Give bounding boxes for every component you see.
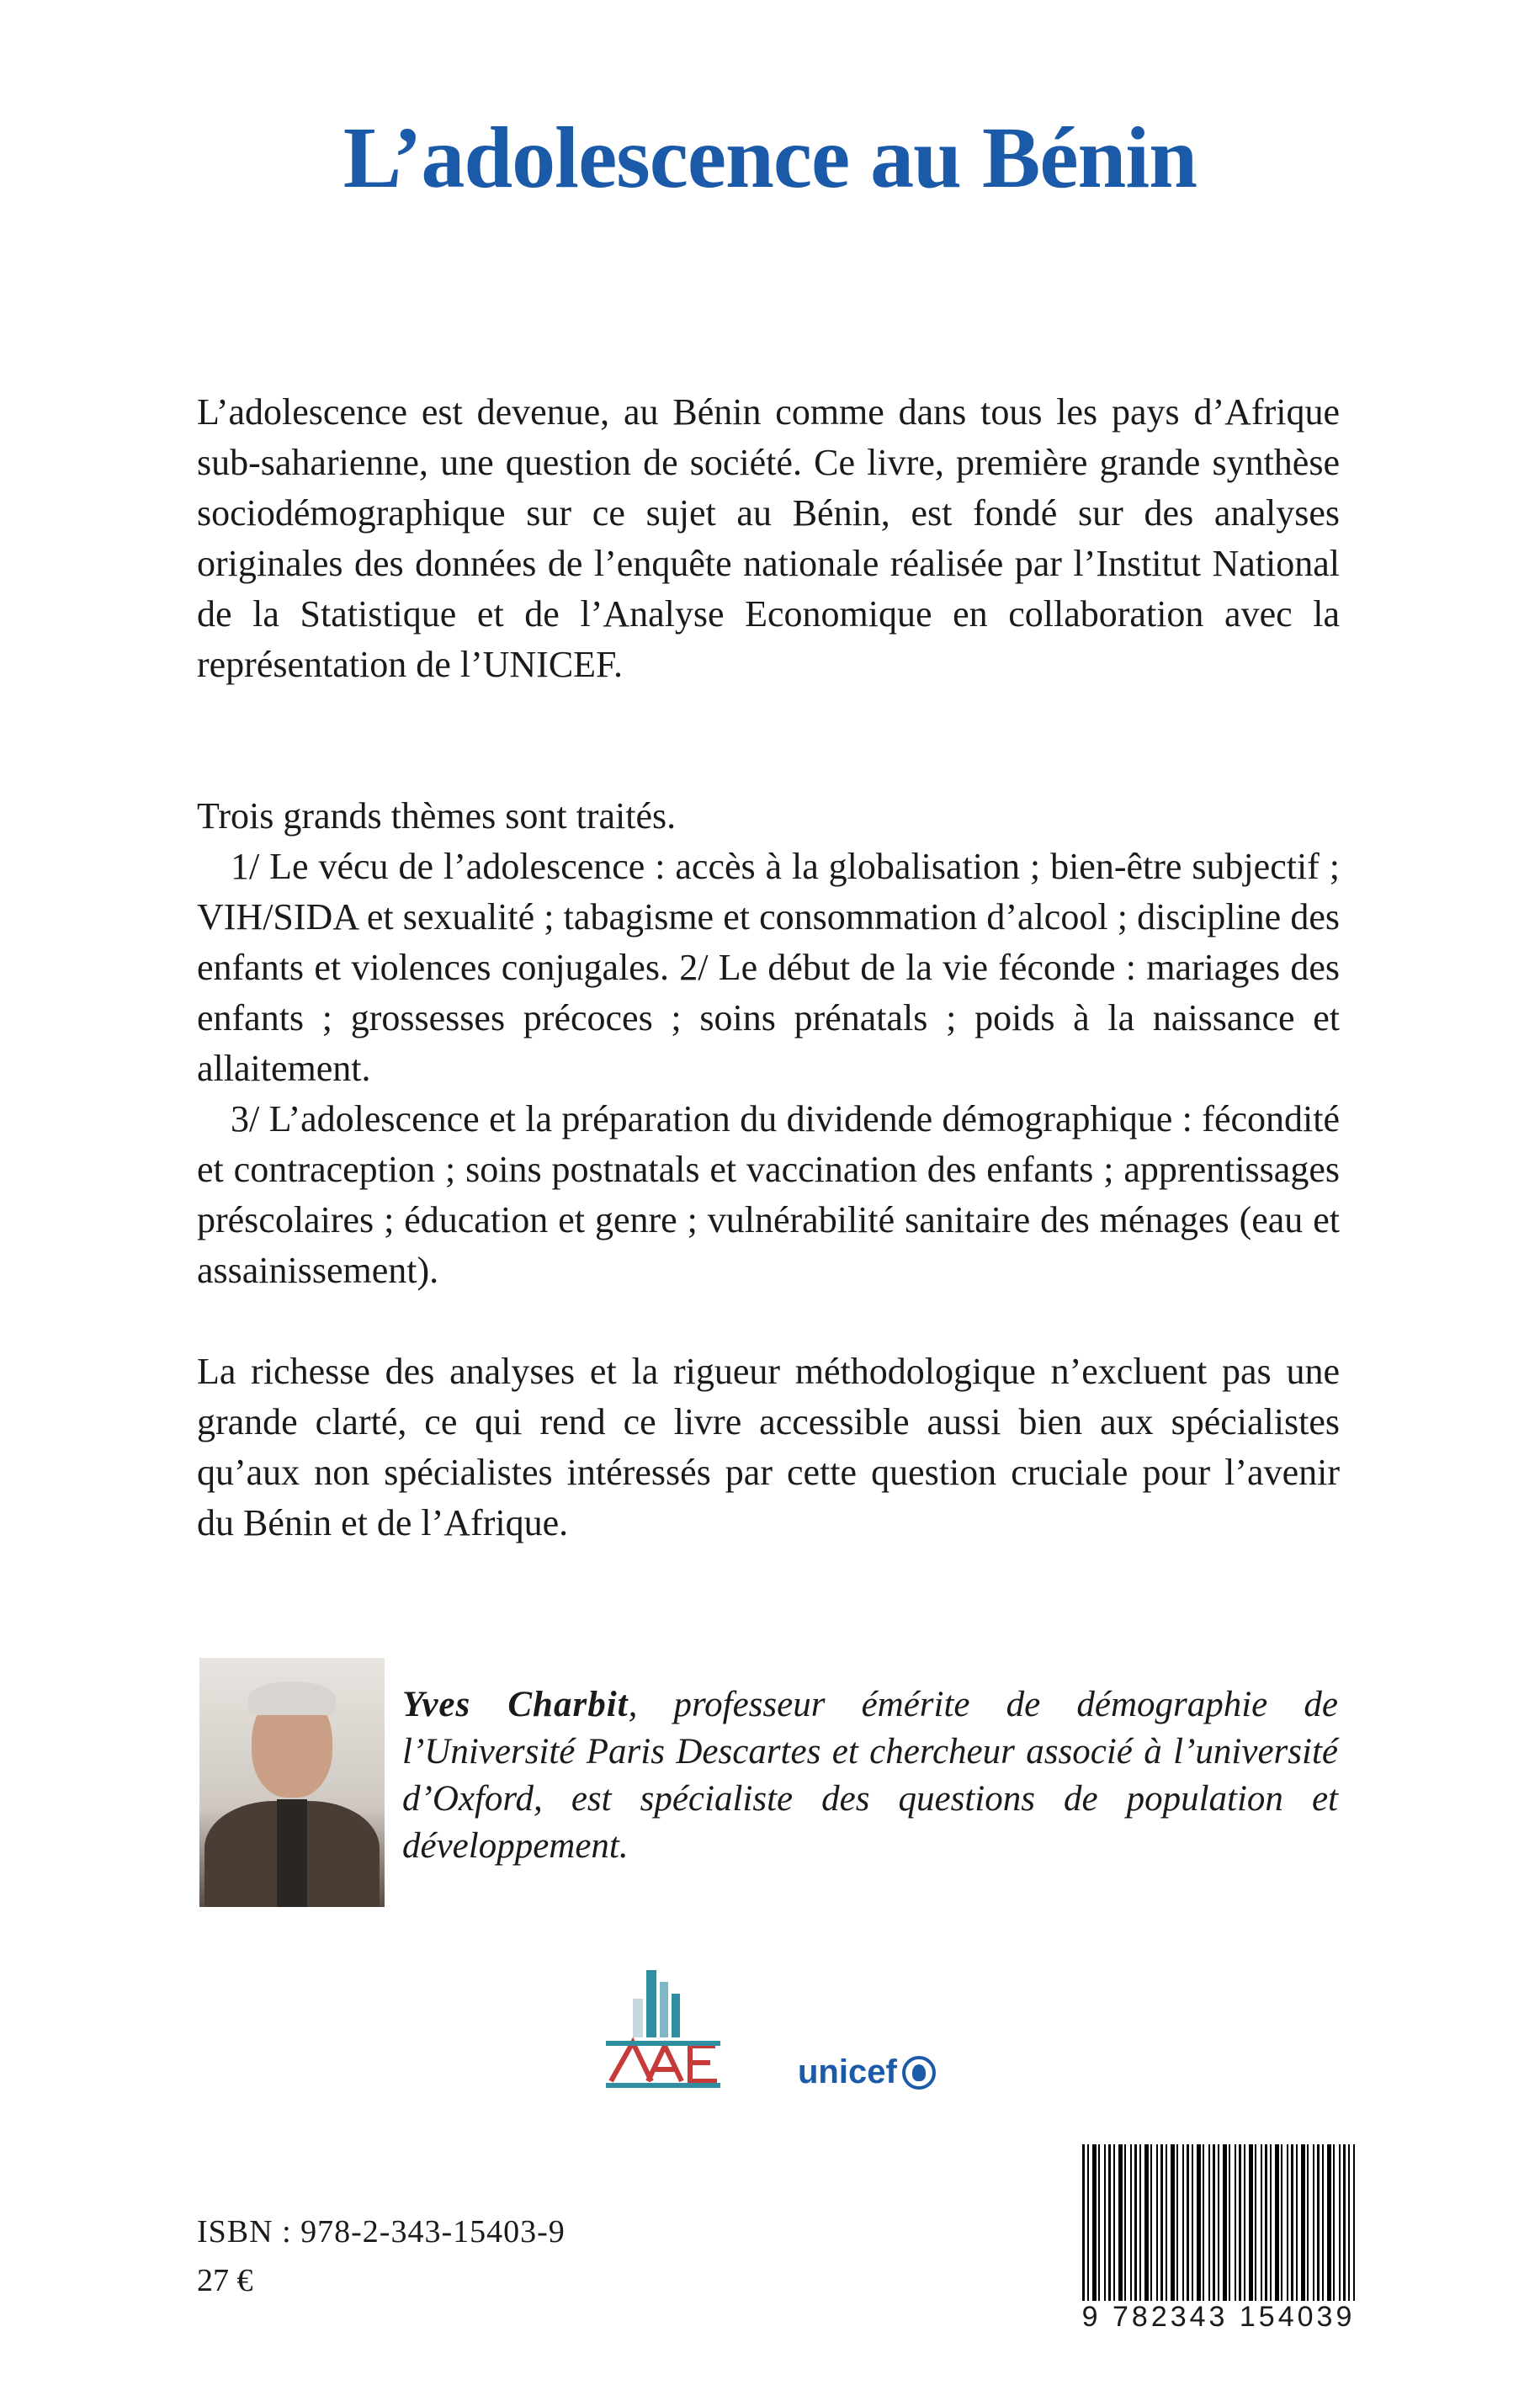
price: 27 €: [197, 2263, 253, 2298]
themes-heading: Trois grands thèmes sont traités.: [197, 795, 677, 837]
unicef-emblem-icon: [902, 2056, 936, 2090]
conclusion-block: [197, 1347, 1340, 1548]
unicef-logo-text: unicef: [798, 2053, 897, 2090]
intro-paragraph: L’adolescence est devenue, au Bénin comme dans tous les pays d’Afrique sub-saharienne, une question de société. Ce livre, première grande synthèse sociodémographique sur ce sujet au Bénin, est fondé sur des analyses originales des données de l’enquête nationale réalisée par l’Institut National de la Statistique et de l’Analyse Economique en collaboration avec la représentation de l’UNICEF.: [197, 391, 1340, 685]
iae-logo-icon: [599, 1965, 727, 2091]
intro-block: [197, 387, 1340, 690]
isbn: ISBN : 978-2-343-15403-9: [197, 2214, 566, 2250]
conclusion-paragraph: La richesse des analyses et la rigueur méthodologique n’excluent pas une grande clarté, ce qui rend ce livre accessible aussi bien aux spécialistes qu’aux non spécialistes intéressés par cette question cruciale pour l’avenir du Bénin et de l’Afrique.: [197, 1351, 1340, 1543]
themes-block: [197, 791, 1340, 1296]
author-photo: [199, 1658, 385, 1907]
barcode-bars-icon: [1082, 2144, 1355, 2303]
author-description: , professeur émérite de démographie de l’Université Paris Descartes et chercheur associé à l’université d’Oxford, est spécialiste des questions de population et développement.: [402, 1685, 1338, 1866]
book-title: L’adolescence au Bénin: [343, 109, 1197, 206]
barcode-digits: 9 782343 154039: [1079, 2301, 1358, 2334]
author-bio: [402, 1681, 1338, 1870]
author-name: Yves Charbit: [402, 1685, 629, 1724]
unicef-logo: [798, 2053, 936, 2091]
theme-1-2-paragraph: 1/ Le vécu de l’adolescence : accès à la globalisation ; bien-être subjectif ; VIH/SIDA et sexualité ; tabagisme et consommation d’alcool ; discipline des enfants et violences conjugales. 2/ Le début de la vie féconde : mariages des enfants ; grossesses précoces ; soins prénatals ; poids à la naissance et allaitement.: [197, 846, 1340, 1089]
theme-3-paragraph: 3/ L’adolescence et la préparation du dividende démographique : fécondité et contraception ; soins postnatals et vaccination des enfants ; apprentissages préscolaires ; éducation et genre ; vulnérabilité sanitaire des ménages (eau et assainissement).: [197, 1098, 1340, 1291]
barcode: [1079, 2144, 1358, 2333]
